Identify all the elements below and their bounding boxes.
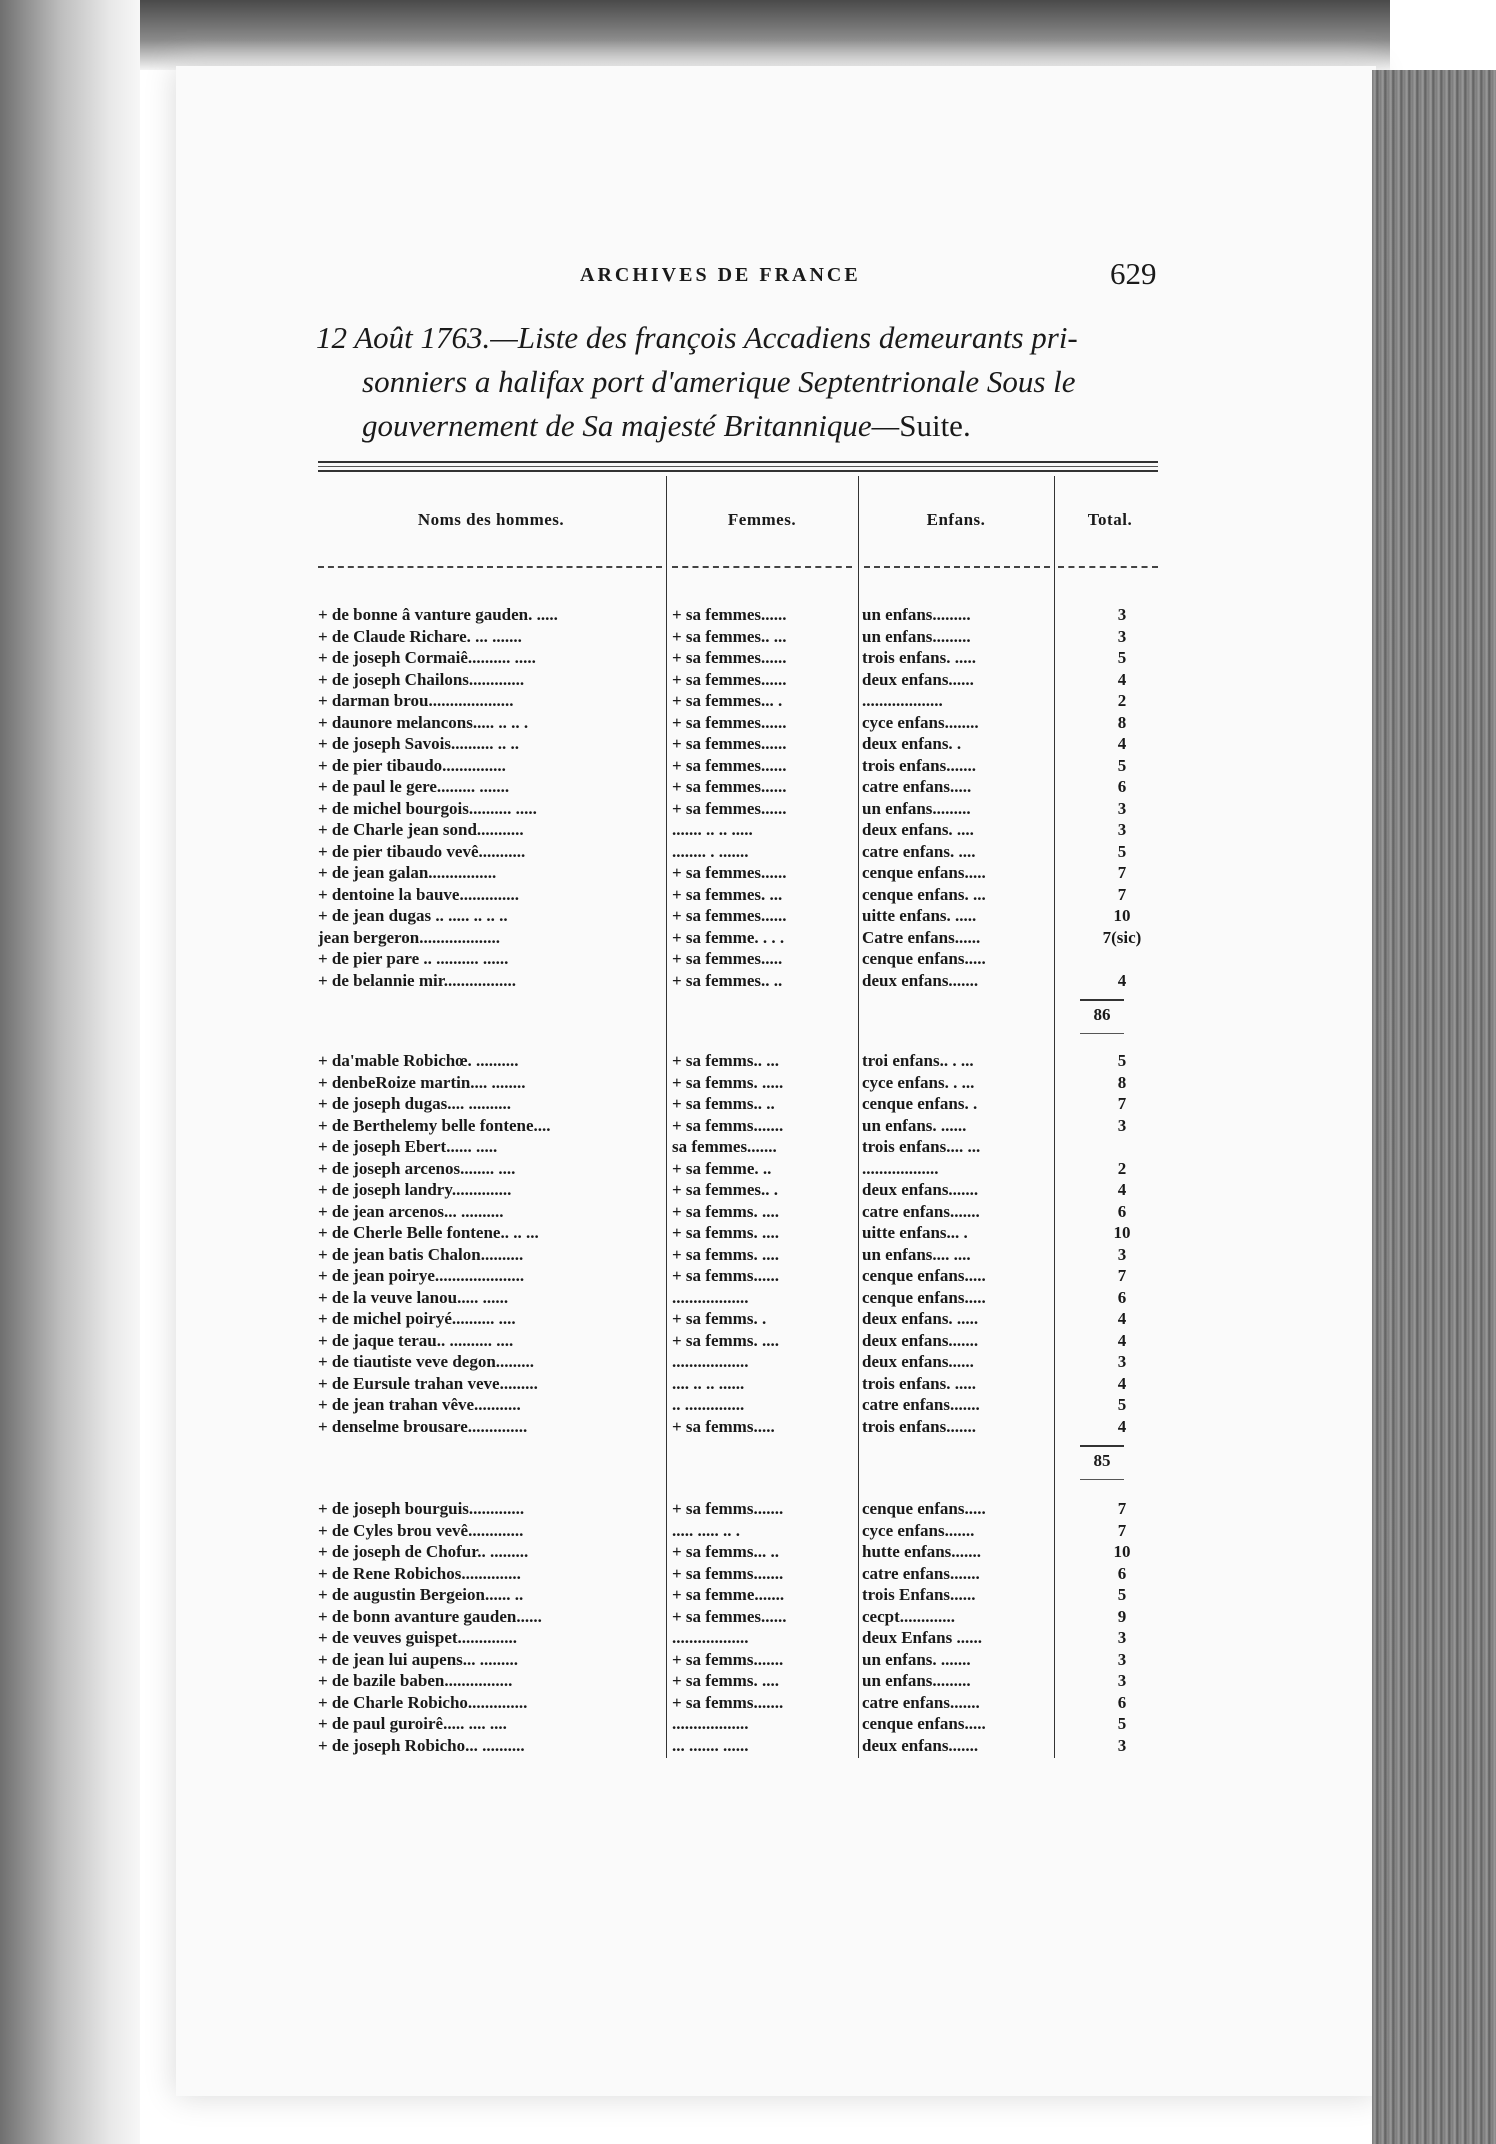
cell-enfans: catre enfans....... [862, 1201, 980, 1221]
header-underline [864, 566, 1050, 568]
cell-total: 8 [1117, 1072, 1127, 1092]
header-femmes: Femmes. [727, 510, 797, 529]
cell-enfans: troi enfans.. . ... [862, 1051, 974, 1070]
cell-enfans: deux enfans....... [862, 1180, 979, 1199]
cell-femmes: + sa femms. .... [672, 1201, 779, 1221]
cell-total: 6 [1117, 777, 1127, 796]
cell-total: 6 [1117, 1563, 1127, 1583]
cell-femmes: + sa femmes...... [672, 906, 787, 925]
cell-name: + de Charle Robicho.............. [318, 1692, 528, 1712]
cell-femmes: .. .............. [672, 1395, 745, 1414]
cell-total: 3 [1117, 1115, 1127, 1135]
cell-femmes: + sa femms....... [672, 1692, 784, 1712]
cell-name: + denselme brousare.............. [318, 1416, 528, 1436]
cell-enfans: catre enfans. .... [862, 841, 976, 861]
page-number: 629 [1110, 256, 1157, 291]
header-total: Total. [1087, 510, 1133, 529]
cell-enfans: trois Enfans...... [862, 1585, 976, 1604]
cell-total: 4 [1117, 669, 1127, 689]
cell-name: + de Cyles brou vevê............. [318, 1520, 524, 1540]
cell-name: + de pier tibaudo vevê........... [318, 841, 526, 861]
cell-enfans: catre enfans....... [862, 1395, 980, 1414]
cell-name: + de pier pare .. .......... ...... [318, 949, 509, 968]
cell-enfans: Catre enfans...... [862, 927, 981, 947]
cell-name: + de Cherle Belle fontene.. .. ... [318, 1223, 539, 1242]
cell-name: + de jean poirye..................... [318, 1266, 525, 1285]
cell-name: + da'mable Robichœ. .......... [318, 1051, 519, 1070]
cell-enfans: uitte enfans. ..... [862, 906, 977, 925]
cell-name: + de belannie mir................. [318, 970, 516, 990]
cell-femmes: + sa femme....... [672, 1585, 785, 1604]
cell-total: 7 [1117, 1094, 1127, 1113]
cell-femmes: + sa femmes.. ... [672, 626, 787, 646]
cell-total: 4 [1117, 1373, 1127, 1393]
cell-name: jean bergeron................... [318, 927, 500, 947]
cell-total: 4 [1117, 734, 1127, 753]
cell-total: 7 [1117, 1266, 1127, 1285]
cell-total: 5 [1117, 648, 1127, 667]
cell-enfans: un enfans......... [862, 1671, 971, 1690]
cell-name: + de jean batis Chalon.......... [318, 1244, 524, 1264]
heading-line-3-italic: gouvernement de Sa majesté Britannique— [362, 408, 900, 443]
column-divider [666, 476, 667, 1758]
subtotal-value: 86 [1093, 1005, 1111, 1024]
cell-femmes: + sa femms. .... [672, 1244, 779, 1264]
cell-femmes: ........ . ....... [672, 841, 749, 861]
cell-name: + de michel poiryé.......... .... [318, 1309, 516, 1328]
cell-femmes: + sa femmes...... [672, 648, 787, 667]
subtotal-rule-lower [1080, 1479, 1124, 1480]
cell-femmes: .................. [672, 1628, 749, 1647]
cell-enfans: cenque enfans..... [862, 863, 986, 882]
cell-femmes: + sa femmes. ... [672, 884, 783, 904]
cell-name: + de Claude Richare. ... ....... [318, 626, 522, 646]
cell-femmes: + sa femms. .... [672, 1223, 779, 1242]
cell-name: + de joseph Cormaiê.......... ..... [318, 648, 536, 667]
cell-enfans: uitte enfans... . [862, 1223, 968, 1242]
cell-total: 4 [1117, 1180, 1127, 1199]
cell-total: 3 [1117, 626, 1127, 646]
cell-enfans: un enfans......... [862, 798, 971, 818]
cell-total: 6 [1117, 1287, 1127, 1307]
cell-enfans: .................. [862, 1158, 939, 1178]
cell-total: 8 [1117, 712, 1127, 732]
cell-femmes: + sa femms.. .. [672, 1094, 775, 1113]
cell-enfans: cecpt............. [862, 1606, 956, 1626]
cell-enfans: ................... [862, 691, 943, 710]
cell-total: 7 [1117, 863, 1127, 882]
cell-enfans: un enfans......... [862, 626, 971, 646]
cell-name: + de joseph Ebert...... ..... [318, 1137, 498, 1156]
cell-femmes: + sa femms. . [672, 1309, 767, 1328]
cell-enfans: cyce enfans. . ... [862, 1072, 975, 1092]
subtotal-rule-lower [1080, 1033, 1124, 1034]
cell-total: 3 [1117, 1244, 1127, 1264]
cell-enfans: catre enfans....... [862, 1692, 980, 1712]
cell-enfans: un enfans. ....... [862, 1649, 971, 1669]
cell-femmes: + sa femms..... [672, 1416, 775, 1436]
cell-enfans: un enfans......... [862, 605, 971, 624]
cell-femmes: + sa femmes...... [672, 863, 787, 882]
book-fore-edge [1372, 70, 1496, 2144]
cell-name: + de joseph Chailons............. [318, 669, 525, 689]
cell-total: 9 [1117, 1606, 1127, 1626]
cell-femmes: + sa femmes...... [672, 798, 787, 818]
cell-femmes: + sa femme. . . . [672, 927, 785, 947]
cell-femmes: + sa femmes.. .. [672, 970, 783, 990]
cell-femmes: + sa femmes...... [672, 712, 787, 732]
cell-total: 10 [1113, 906, 1131, 925]
cell-femmes: + sa femms....... [672, 1499, 784, 1518]
cell-name: + denbeRoize martin.... ........ [318, 1072, 526, 1092]
cell-total: 4 [1117, 1309, 1127, 1328]
cell-enfans: trois enfans....... [862, 755, 976, 775]
cell-name: + de joseph dugas.... .......... [318, 1094, 511, 1113]
cell-total: 5 [1117, 755, 1127, 775]
cell-total: 5 [1117, 1714, 1127, 1733]
subtotal-rule [1080, 1445, 1124, 1447]
cell-name: + de bonne â vanture gauden. ..... [318, 605, 558, 624]
cell-name: + de la veuve lanou..... ...... [318, 1287, 509, 1307]
cell-name: + de Eursule trahan veve......... [318, 1373, 538, 1393]
table-top-rule-thin [318, 466, 1158, 467]
cell-enfans: trois enfans.... ... [862, 1137, 981, 1156]
heading-line-2: sonniers a halifax port d'amerique Septentrionale Sous le [362, 364, 1076, 399]
cell-name: + de joseph de Chofur.. ......... [318, 1542, 529, 1561]
cell-name: + dentoine la bauve.............. [318, 884, 519, 904]
subtotal-rule [1080, 999, 1124, 1001]
adjacent-page-edge [0, 0, 140, 2144]
cell-name: + de jean trahan vêve........... [318, 1395, 521, 1414]
cell-femmes: + sa femms...... [672, 1266, 779, 1285]
cell-name: + de joseph bourguis............. [318, 1499, 525, 1518]
cell-name: + de tiautiste veve degon......... [318, 1352, 535, 1371]
table-top-rule-lower [318, 470, 1158, 472]
cell-name: + de jaque terau.. .......... .... [318, 1330, 514, 1350]
cell-enfans: catre enfans....... [862, 1563, 980, 1583]
cell-name: + de paul guroirê..... .... .... [318, 1714, 507, 1733]
cell-name: + darman brou.................... [318, 691, 514, 710]
cell-name: + de joseph arcenos........ .... [318, 1158, 516, 1178]
cell-name: + de joseph Savois.......... .. .. [318, 734, 519, 753]
header-noms: Noms des hommes. [417, 510, 565, 529]
cell-enfans: deux enfans....... [862, 970, 979, 990]
cell-name: + de joseph landry.............. [318, 1180, 512, 1199]
cell-total: 3 [1117, 1649, 1127, 1669]
cell-total: 6 [1117, 1692, 1127, 1712]
header-underline [1058, 566, 1158, 568]
cell-femmes: ....... .. .. ..... [672, 820, 753, 839]
cell-femmes: + sa femmes...... [672, 1606, 787, 1626]
cell-femmes: + sa femmes...... [672, 777, 787, 796]
cell-femmes: + sa femmes...... [672, 734, 787, 753]
cell-enfans: deux enfans. . [862, 734, 962, 753]
cell-enfans: hutte enfans....... [862, 1542, 982, 1561]
subtotal-value: 85 [1093, 1451, 1111, 1470]
cell-name: + de joseph Robicho... .......... [318, 1735, 525, 1755]
cell-enfans: trois enfans....... [862, 1416, 976, 1436]
cell-total: 3 [1117, 1735, 1127, 1755]
cell-femmes: + sa femms. .... [672, 1671, 779, 1690]
cell-total: 7 [1117, 884, 1127, 904]
header-underline [318, 566, 662, 568]
cell-femmes: .... .. .. ...... [672, 1373, 745, 1393]
cell-total: 3 [1117, 605, 1127, 624]
heading-line-1: 12 Août 1763.—Liste des françois Accadiens demeurants pri- [316, 320, 1078, 355]
cell-femmes: sa femmes....... [672, 1137, 777, 1156]
cell-total: 5 [1117, 1585, 1127, 1604]
cell-enfans: trois enfans. ..... [862, 648, 976, 667]
cell-femmes: + sa femmes..... [672, 949, 783, 968]
cell-total: 4 [1117, 970, 1127, 990]
cell-total: 4 [1117, 1330, 1127, 1350]
cell-total: 2 [1117, 1158, 1127, 1178]
cell-femmes: ... ....... ...... [672, 1735, 749, 1755]
cell-total: 3 [1117, 820, 1127, 839]
cell-enfans: cenque enfans..... [862, 949, 986, 968]
cell-enfans: cenque enfans..... [862, 1266, 986, 1285]
header-enfans: Enfans. [926, 510, 986, 529]
column-divider [1054, 476, 1055, 1758]
cell-total: 10 [1113, 1223, 1131, 1242]
heading-line-3 [316, 404, 1162, 448]
cell-name: + de jean arcenos... .......... [318, 1201, 504, 1221]
cell-total: 3 [1117, 1628, 1127, 1647]
cell-enfans: un enfans.... .... [862, 1244, 971, 1264]
cell-name: + de bazile baben................ [318, 1671, 513, 1690]
cell-femmes: ..... ..... .. . [672, 1520, 740, 1540]
cell-name: + de jean lui aupens... ......... [318, 1649, 519, 1669]
heading-suite: Suite. [899, 408, 971, 443]
table-top-rule [318, 461, 1158, 463]
cell-femmes: .................. [672, 1352, 749, 1371]
cell-femmes: + sa femmes.. . [672, 1180, 778, 1199]
column-divider [858, 476, 859, 1758]
cell-total: 6 [1117, 1201, 1127, 1221]
cell-enfans: deux enfans...... [862, 1352, 974, 1371]
cell-name: + de paul le gere......... ....... [318, 777, 510, 796]
running-head: ARCHIVES DE FRANCE [580, 264, 861, 286]
cell-femmes: + sa femmes... . [672, 691, 783, 710]
cell-enfans: cenque enfans..... [862, 1499, 986, 1518]
cell-total: 5 [1117, 1395, 1127, 1414]
cell-femmes: + sa femmes...... [672, 605, 787, 624]
cell-femmes: + sa femme. .. [672, 1158, 772, 1178]
cell-femmes: .................. [672, 1714, 749, 1733]
cell-name: + de veuves guispet.............. [318, 1628, 518, 1647]
cell-total: 3 [1117, 1671, 1127, 1690]
cell-total: 7 [1117, 1499, 1127, 1518]
cell-femmes: + sa femms....... [672, 1563, 784, 1583]
cell-enfans: cyce enfans....... [862, 1520, 975, 1540]
cell-total: 5 [1117, 841, 1127, 861]
cell-enfans: deux enfans. ..... [862, 1309, 979, 1328]
cell-name: + de Charle jean sond........... [318, 820, 524, 839]
book-top-edge [140, 0, 1390, 70]
cell-name: + de Rene Robichos.............. [318, 1563, 521, 1583]
cell-femmes: .................. [672, 1287, 749, 1307]
cell-femmes: + sa femms.. ... [672, 1051, 779, 1070]
cell-femmes: + sa femms... .. [672, 1542, 779, 1561]
cell-femmes: + sa femms. ..... [672, 1072, 784, 1092]
cell-enfans: un enfans. ...... [862, 1115, 967, 1135]
cell-femmes: + sa femms. .... [672, 1330, 779, 1350]
cell-name: + de jean galan................ [318, 863, 497, 882]
cell-enfans: cyce enfans........ [862, 712, 979, 732]
cell-enfans: cenque enfans..... [862, 1714, 986, 1733]
cell-total: 3 [1117, 1352, 1127, 1371]
cell-name: + de Berthelemy belle fontene.... [318, 1115, 551, 1135]
cell-femmes: + sa femmes...... [672, 669, 787, 689]
cell-name: + de augustin Bergeion...... .. [318, 1585, 524, 1604]
cell-name: + de pier tibaudo............... [318, 755, 506, 775]
cell-name: + de jean dugas .. ..... .. .. .. [318, 906, 508, 925]
cell-enfans: deux enfans...... [862, 669, 974, 689]
cell-name: + daunore melancons..... .. .. . [318, 712, 529, 732]
cell-total: 4 [1117, 1416, 1127, 1436]
cell-total: 7(sic) [1102, 927, 1142, 947]
cell-enfans: catre enfans..... [862, 777, 972, 796]
header-underline [672, 566, 852, 568]
cell-femmes: + sa femmes...... [672, 755, 787, 775]
cell-name: + de bonn avanture gauden...... [318, 1606, 542, 1626]
cell-femmes: + sa femms....... [672, 1649, 784, 1669]
cell-enfans: deux Enfans ...... [862, 1628, 982, 1647]
cell-enfans: deux enfans....... [862, 1330, 979, 1350]
cell-enfans: deux enfans....... [862, 1735, 979, 1755]
cell-name: + de michel bourgois.......... ..... [318, 798, 537, 818]
cell-femmes: + sa femms....... [672, 1115, 784, 1135]
cell-total: 2 [1117, 691, 1127, 710]
cell-enfans: cenque enfans..... [862, 1287, 986, 1307]
cell-total: 3 [1117, 798, 1127, 818]
cell-total: 7 [1117, 1520, 1127, 1540]
cell-enfans: cenque enfans. . [862, 1094, 978, 1113]
cell-total: 5 [1117, 1051, 1127, 1070]
document-heading [316, 316, 1162, 448]
cell-enfans: trois enfans. ..... [862, 1373, 976, 1393]
cell-enfans: cenque enfans. ... [862, 884, 986, 904]
cell-total: 10 [1113, 1542, 1131, 1561]
cell-enfans: deux enfans. .... [862, 820, 974, 839]
